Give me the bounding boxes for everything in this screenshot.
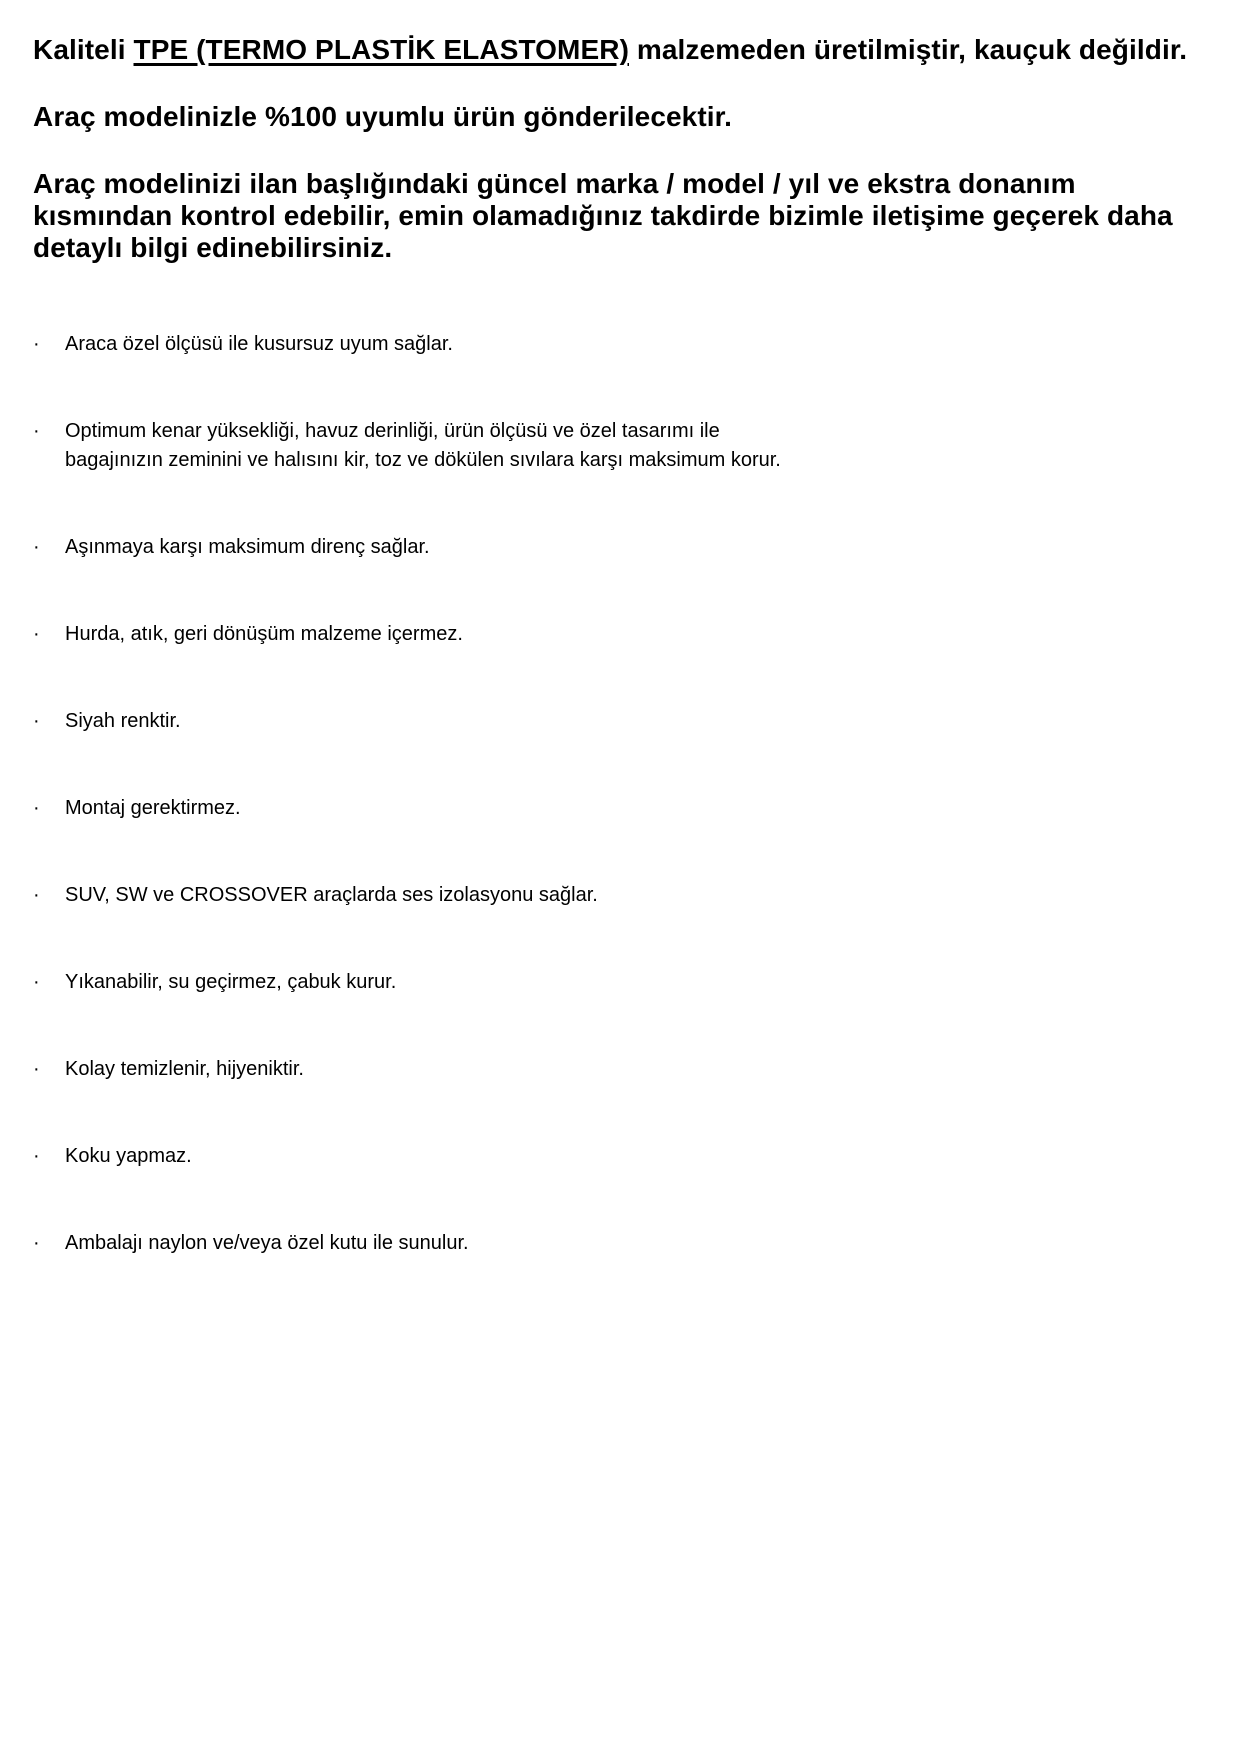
heading-check-model-line-3: detaylı bilgi edinebilirsiniz. — [33, 232, 393, 263]
heading-material-prefix: Kaliteli — [33, 34, 134, 65]
heading-check-model-line-2: kısmından kontrol edebilir, emin olamadığınız takdirde bizimle iletişime geçerek daha — [33, 200, 1173, 231]
feature-bullet-list — [33, 330, 1211, 1258]
bullet-marker: · — [33, 710, 40, 732]
heading-check-model — [33, 168, 1211, 264]
bullet-text-line-2: bagajınızın zeminini ve halısını kir, toz ve dökülen sıvılara karşı maksimum korur. — [65, 449, 781, 471]
bullet-text-line-1: Optimum kenar yüksekliği, havuz derinliği, ürün ölçüsü ve özel tasarımı ile — [65, 420, 720, 442]
bullet-text: SUV, SW ve CROSSOVER araçlarda ses izolasyonu sağlar. — [65, 884, 598, 906]
bullet-item-no-recycled — [33, 620, 1211, 649]
bullet-text: Koku yapmaz. — [65, 1145, 192, 1167]
bullet-text: Kolay temizlenir, hijyeniktir. — [65, 1058, 304, 1080]
bullet-marker: · — [33, 1058, 40, 1080]
bullet-text: Aşınmaya karşı maksimum direnç sağlar. — [65, 536, 430, 558]
bullet-marker: · — [33, 797, 40, 819]
heading-check-model-line-1: Araç modelinizi ilan başlığındaki güncel marka / model / yıl ve ekstra donanım — [33, 168, 1076, 199]
bullet-text: Hurda, atık, geri dönüşüm malzeme içermez. — [65, 623, 463, 645]
heading-material — [33, 34, 1211, 66]
bullet-item-sound-insulation — [33, 881, 1211, 910]
bullet-item-fit — [33, 330, 1211, 359]
bullet-text: Ambalajı naylon ve/veya özel kutu ile sunulur. — [65, 1232, 469, 1254]
bullet-marker: · — [33, 1145, 40, 1167]
heading-material-underlined: TPE (TERMO PLASTİK ELASTOMER) — [133, 34, 629, 65]
bullet-item-no-odor — [33, 1142, 1211, 1171]
bullet-item-hygienic — [33, 1055, 1211, 1084]
bullet-text: Yıkanabilir, su geçirmez, çabuk kurur. — [65, 971, 397, 993]
bullet-marker: · — [33, 420, 40, 442]
heading-material-suffix: malzemeden üretilmiştir, kauçuk değildir. — [629, 34, 1188, 65]
bullet-marker: · — [33, 884, 40, 906]
bullet-item-abrasion — [33, 533, 1211, 562]
heading-compatibility: Araç modelinizle %100 uyumlu ürün gönderilecektir. — [33, 101, 732, 132]
bullet-text: Montaj gerektirmez. — [65, 797, 241, 819]
bullet-item-packaging — [33, 1229, 1211, 1258]
bullet-item-no-assembly — [33, 794, 1211, 823]
bullet-marker: · — [33, 623, 40, 645]
bullet-item-protection — [33, 417, 1211, 475]
bullet-item-washable — [33, 968, 1211, 997]
bullet-item-color — [33, 707, 1211, 736]
bullet-marker: · — [33, 333, 40, 355]
bullet-text: Siyah renktir. — [65, 710, 181, 732]
bullet-text: Araca özel ölçüsü ile kusursuz uyum sağlar. — [65, 333, 453, 355]
bullet-marker: · — [33, 536, 40, 558]
bullet-marker: · — [33, 1232, 40, 1254]
bullet-marker: · — [33, 971, 40, 993]
